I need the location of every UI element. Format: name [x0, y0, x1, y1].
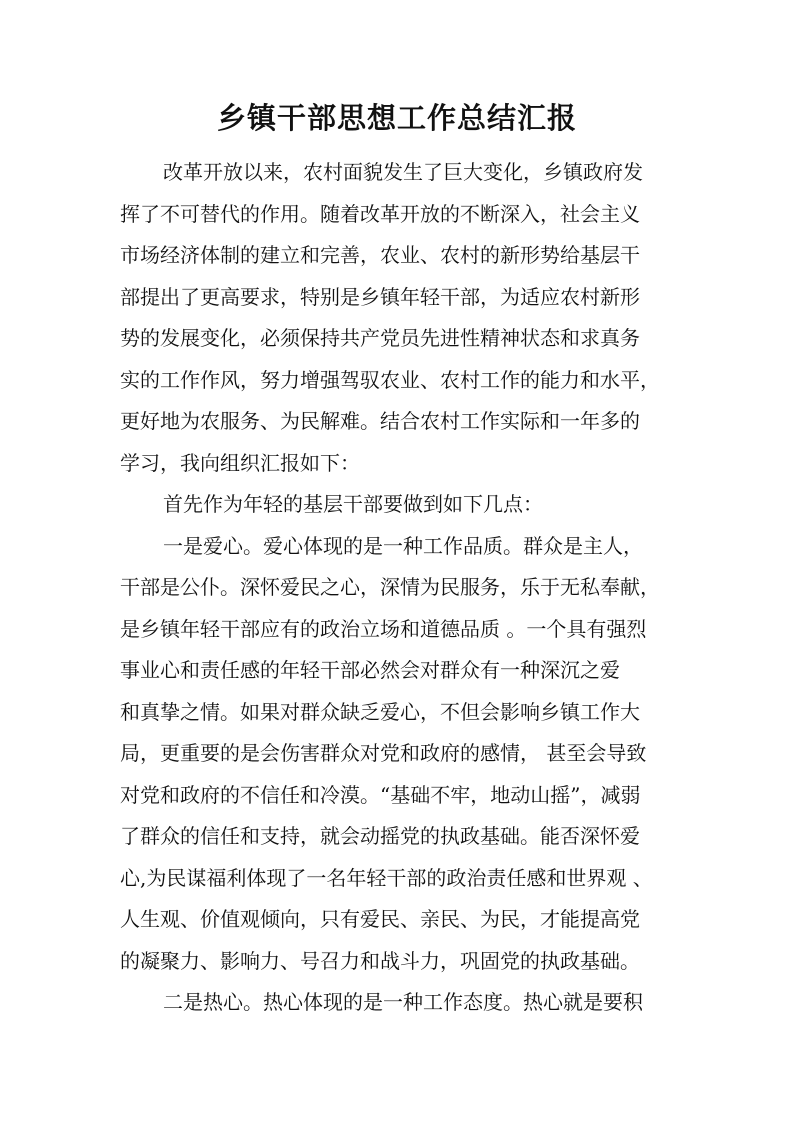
- paragraph-line: 对党和政府的不信任和冷漠。“基础不牢，地动山摇”，减弱: [120, 782, 641, 807]
- paragraph-line: 实的工作作风，努力增强驾驭农业、农村工作的能力和水平，: [120, 367, 660, 392]
- paragraph-line: 一是爱心。爱心体现的是一种工作品质。群众是主人，: [163, 533, 643, 558]
- paragraph-line: 部提出了更高要求，特别是乡镇年轻干部，为适应农村新形: [120, 284, 640, 309]
- paragraph-line: 势的发展变化，必须保持共产党员先进性精神状态和求真务: [120, 326, 640, 350]
- paragraph-line: 首先作为年轻的基层干部要做到如下几点：: [163, 492, 543, 516]
- document-body: [120, 152, 680, 1024]
- paragraph-line: 是乡镇年轻干部应有的政治立场和道德品质 。一个具有强烈: [120, 616, 647, 641]
- paragraph-line: 挥了不可替代的作用。随着改革开放的不断深入，社会主义: [120, 201, 640, 226]
- paragraph-line: 心,为民谋福利体现了一名年轻干部的政治责任感和世界观 、: [120, 865, 653, 890]
- document-title: 乡镇干部思想工作总结汇报: [216, 101, 577, 135]
- paragraph-line: 事业心和责任感的年轻干部必然会对群众有一种深沉之爱: [120, 658, 620, 682]
- paragraph-line: 的凝聚力、影响力、号召力和战斗力，巩固党的执政基础。: [120, 948, 640, 973]
- paragraph-line: 干部是公仆。深怀爱民之心，深情为民服务，乐于无私奉献，: [120, 575, 660, 599]
- paragraph-line: 二是热心。热心体现的是一种工作态度。热心就是要积: [163, 990, 643, 1014]
- paragraph-line: 学习，我向组织汇报如下：: [120, 450, 360, 475]
- paragraph-line: 市场经济体制的建立和完善，农业、农村的新形势给基层干: [120, 243, 640, 267]
- paragraph-line: 改革开放以来，农村面貌发生了巨大变化，乡镇政府发: [163, 160, 643, 184]
- paragraph-line: 更好地为农服务、为民解难。结合农村工作实际和一年多的: [120, 409, 640, 433]
- paragraph-line: 了群众的信任和支持，就会动摇党的执政基础。能否深怀爱: [120, 824, 640, 848]
- paragraph-line: 人生观、价值观倾向，只有爱民、亲民、为民，才能提高党: [120, 907, 640, 931]
- paragraph-line: 局，更重要的是会伤害群众对党和政府的感情， 甚至会导致: [120, 741, 647, 765]
- paragraph-line: 和真挚之情。如果对群众缺乏爱心，不但会影响乡镇工作大: [120, 699, 640, 724]
